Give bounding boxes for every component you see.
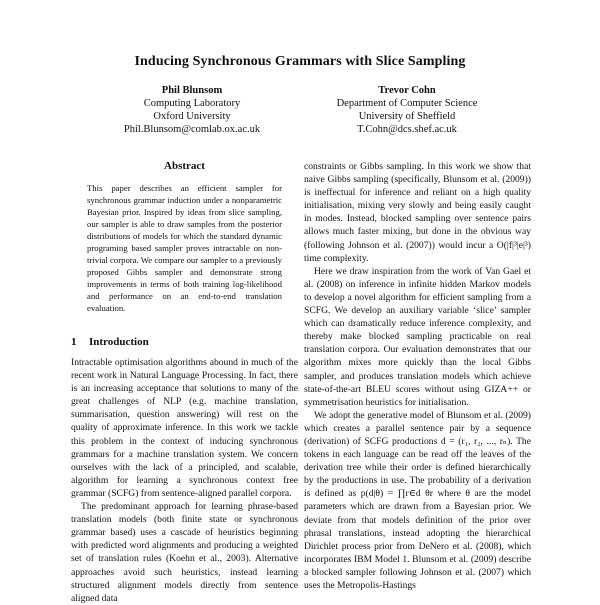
intro-paragraph-1: Intractable optimisation algorithms abound in much of the recent work in Natural Language Processing. In fact, there is an increasing acceptance that solutions to many of the great challenges of NLP (e.g. machine translation, summarisation, question answering) will rest on the quality of approximate inference. In this work we tackle this problem in the context of inducing synchronous grammars for a machine translation system. We concern ourselves with the lack of a principled, and scalable, algorithm for learning a synchronous context free grammar (SCFG) from sentence-aligned parallel corpora. — [71, 357, 298, 499]
body-paragraph-3: We adopt the generative model of Blunsom et al. (2009) which creates a parallel sentence pair by a sequence (derivation) of SCFG productions d = (r₁, r₂, ..., rₙ). The tokens in each language can be read off the leaves of the derivation tree while their order is defined hierarchically by the productions in use. The probability of a derivation is defined as p(d|θ) = ∏r∈d θr where θ are the model parameters which are drawn from a Bayesian prior. We deviate from that models definition of the prior over phrasal translations, instead adopting the hierarchical Dirichlet process prior from DeNero et al. (2008), which incorporates IBM Model 1. Blunsom et al. (2009) describe a blocked sampler following Johnson et al. (2007) which uses the Metropolis-Hastings — [304, 409, 531, 591]
author-name: Phil Blunsom — [161, 85, 223, 96]
body-paragraph-2: Here we draw inspiration from the work of Van Gael et al. (2008) on inference in infinite hidden Markov models to develop a novel algorithm for efficient sampling from a SCFG. We develop an auxiliary variable ‘slice’ sampler which can dramatically reduce inference complexity, and thereby make blocked sampling practicable on real translation corpora. Our evaluation demonstrates that our algorithm mixes more quickly than the local Gibbs sampler, and produces translation models which achieve state-of-the-art BLEU scores without using GIZA++ or symmetrisation heuristics for initialisation. — [304, 265, 531, 408]
author-affiliation: Computing Laboratory — [143, 98, 241, 109]
left-column — [71, 160, 298, 605]
abstract-heading: Abstract — [164, 160, 205, 172]
author-email: T.Cohn@dcs.shef.ac.uk — [357, 124, 457, 135]
right-column — [304, 160, 531, 592]
author-institution: Oxford University — [153, 111, 231, 122]
author-institution: University of Sheffield — [358, 111, 456, 122]
abstract-text: This paper describes an efficient sampler for synchronous grammar induction under a nonparametric Bayesian prior. Inspired by ideas from slice sampling, our sampler is able to draw samples from the posterior distributions of models for which the standard dynamic programing based sampler proves intractable on non-trivial corpora. We compare our sampler to a previously proposed Gibbs sampler and demonstrate strong improvements in terms of both training log-likelihood and performance on an end-to-end translation evaluation. — [87, 183, 282, 313]
author-name: Trevor Cohn — [378, 85, 436, 96]
paper-title: Inducing Synchronous Grammars with Slice Sampling — [134, 54, 466, 69]
section-number: 1 — [71, 336, 77, 348]
section-heading — [71, 336, 298, 348]
intro-paragraph-2: The predominant approach for learning phrase-based translation models (both finite state or synchronous grammar based) uses a cascade of heuristics beginning with predicted word alignments and producing a weighted set of translation rules (Koehn et al., 2003). Alternative approaches avoid such heuristics, instead learning structured alignment models directly from sentence aligned data — [71, 501, 298, 604]
author-block-1 — [92, 84, 292, 136]
body-paragraph-1: constraints or Gibbs sampling. In this work we show that naive Gibbs sampling (specifically, Blunsom et al. (2009)) is ineffectual for inference and reliant on a high quality initialisation, mixing very slowly and being easily caught in modes. Instead, blocked sampling over sentence pairs allows much faster mixing, but done in the obvious way (following Johnson et al. (2007)) would incur a O(|f|³|e|³) time complexity. — [304, 161, 531, 264]
author-affiliation: Department of Computer Science — [336, 98, 478, 109]
author-email: Phil.Blunsom@comlab.ox.ac.uk — [123, 124, 261, 135]
author-block-2 — [302, 84, 512, 136]
section-title: Introduction — [89, 336, 149, 348]
